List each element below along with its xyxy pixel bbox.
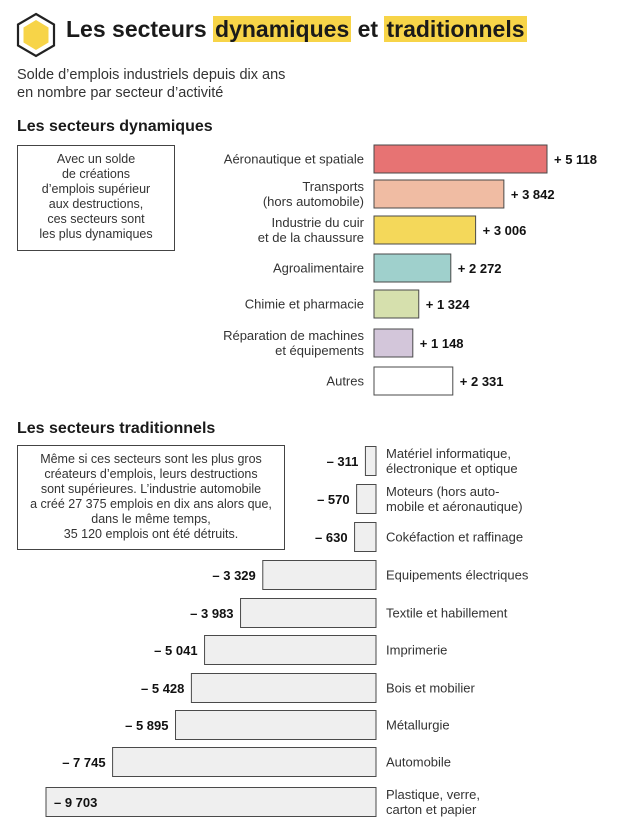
category-label-traditional — [386, 568, 529, 583]
category-label-traditional — [386, 484, 523, 514]
bar-traditional — [357, 485, 376, 514]
note-line: dans le même temps, — [91, 512, 211, 526]
bar-traditional — [176, 711, 376, 740]
category-label-dynamic — [273, 261, 364, 276]
section-title-traditional: Les secteurs traditionnels — [17, 420, 216, 437]
value-label-dynamic: + 3 006 — [482, 223, 527, 238]
category-label-traditional — [386, 718, 450, 733]
value-label-dynamic: + 1 148 — [419, 336, 464, 351]
note-line: ces secteurs sont — [47, 212, 145, 226]
bar-dynamic — [374, 290, 419, 318]
category-label-traditional — [386, 755, 451, 770]
category-label-traditional-line: Moteurs (hors auto- — [386, 484, 500, 499]
bar-dynamic — [374, 180, 504, 208]
category-label-dynamic — [263, 179, 365, 209]
category-label-traditional-line: Equipements électriques — [386, 567, 529, 583]
bar-traditional — [263, 561, 376, 590]
value-label-dynamic: + 3 842 — [510, 187, 555, 202]
bar-traditional — [365, 447, 376, 476]
value-label-traditional: – 5 041 — [154, 643, 198, 658]
bar-dynamic — [374, 329, 413, 357]
category-label-traditional-line: Matériel informatique, — [386, 446, 511, 461]
category-label-dynamic-line: Aéronautique et spatiale — [223, 151, 364, 167]
value-label-traditional: – 9 703 — [54, 795, 98, 810]
category-label-traditional-line: carton et papier — [386, 802, 477, 817]
note-line: aux destructions, — [48, 197, 144, 211]
bar-traditional — [113, 748, 376, 777]
value-label-traditional: – 5 428 — [141, 681, 185, 696]
category-label-traditional-line: Métallurgie — [386, 717, 450, 733]
bar-traditional — [205, 636, 376, 665]
bar-traditional — [191, 674, 376, 703]
value-label-dynamic: + 2 331 — [459, 374, 504, 389]
page-title: Les secteurs dynamiques et traditionnels — [66, 16, 525, 42]
category-label-dynamic-line: Chimie et pharmacie — [244, 296, 364, 312]
category-label-dynamic — [326, 374, 364, 389]
category-label-traditional-line: Cokéfaction et raffinage — [386, 529, 524, 545]
category-label-traditional — [386, 643, 447, 658]
category-label-dynamic-line: Industrie du cuir — [271, 215, 364, 230]
bar-dynamic — [374, 367, 453, 395]
category-label-dynamic — [223, 328, 364, 358]
note-line: d’emplois supérieur — [41, 182, 151, 196]
value-label-traditional: – 570 — [317, 492, 350, 507]
category-label-traditional — [386, 606, 508, 621]
bar-dynamic — [374, 254, 451, 282]
category-label-traditional-line: mobile et aéronautique) — [386, 499, 523, 514]
category-label-traditional — [386, 787, 480, 817]
value-label-dynamic: + 5 118 — [554, 152, 598, 167]
bar-dynamic — [374, 216, 476, 244]
note-line: Même si ces secteurs sont les plus gros — [40, 452, 262, 466]
note-line: créateurs d’emplois, leurs destructions — [44, 467, 258, 481]
category-label-traditional — [386, 530, 523, 545]
value-label-traditional: – 630 — [315, 530, 348, 545]
note-line: de créations — [61, 167, 131, 181]
category-label-dynamic-line: et équipements — [275, 343, 364, 358]
value-label-traditional: – 311 — [326, 454, 359, 469]
category-label-dynamic-line: (hors automobile) — [262, 194, 364, 209]
value-label-traditional: – 5 895 — [125, 718, 169, 733]
category-label-dynamic-line: Autres — [326, 373, 364, 389]
category-label-traditional — [386, 446, 518, 476]
value-label-dynamic: + 1 324 — [425, 297, 470, 312]
category-label-dynamic — [245, 297, 364, 312]
subtitle-line: Solde d’emplois industriels depuis dix ans — [17, 67, 286, 83]
subtitle-line: en nombre par secteur d’activité — [17, 85, 224, 101]
bar-traditional — [241, 599, 376, 628]
category-label-traditional-line: électronique et optique — [386, 461, 518, 476]
category-label-dynamic-line: Transports — [302, 179, 364, 194]
category-label-traditional — [386, 681, 476, 696]
value-label-traditional: – 7 745 — [62, 755, 106, 770]
category-label-traditional-line: Textile et habillement — [386, 605, 508, 621]
category-label-dynamic-line: et de la chaussure — [257, 230, 364, 245]
value-label-dynamic: + 2 272 — [457, 261, 502, 276]
category-label-traditional-line: Plastique, verre, — [386, 787, 480, 802]
note-line: sont supérieures. L’industrie automobile — [40, 482, 262, 496]
category-label-traditional-line: Automobile — [386, 754, 452, 770]
category-label-dynamic-line: Réparation de machines — [223, 328, 364, 343]
note-line: 35 120 emplois ont été détruits. — [63, 527, 239, 541]
note-line: Avec un solde — [56, 152, 136, 166]
category-label-dynamic-line: Agroalimentaire — [272, 260, 364, 276]
note-line: a créé 27 375 emplois en dix ans alors que, — [30, 497, 272, 511]
bar-traditional — [355, 523, 376, 552]
note-line: les plus dynamiques — [39, 227, 153, 241]
bar-dynamic — [374, 145, 547, 173]
section-title-dynamic: Les secteurs dynamiques — [17, 118, 213, 135]
category-label-traditional-line: Imprimerie — [386, 642, 448, 658]
value-label-traditional: – 3 983 — [190, 606, 234, 621]
category-label-dynamic — [224, 152, 364, 167]
value-label-traditional: – 3 329 — [212, 568, 256, 583]
category-label-dynamic — [258, 215, 365, 245]
category-label-traditional-line: Bois et mobilier — [386, 680, 475, 696]
